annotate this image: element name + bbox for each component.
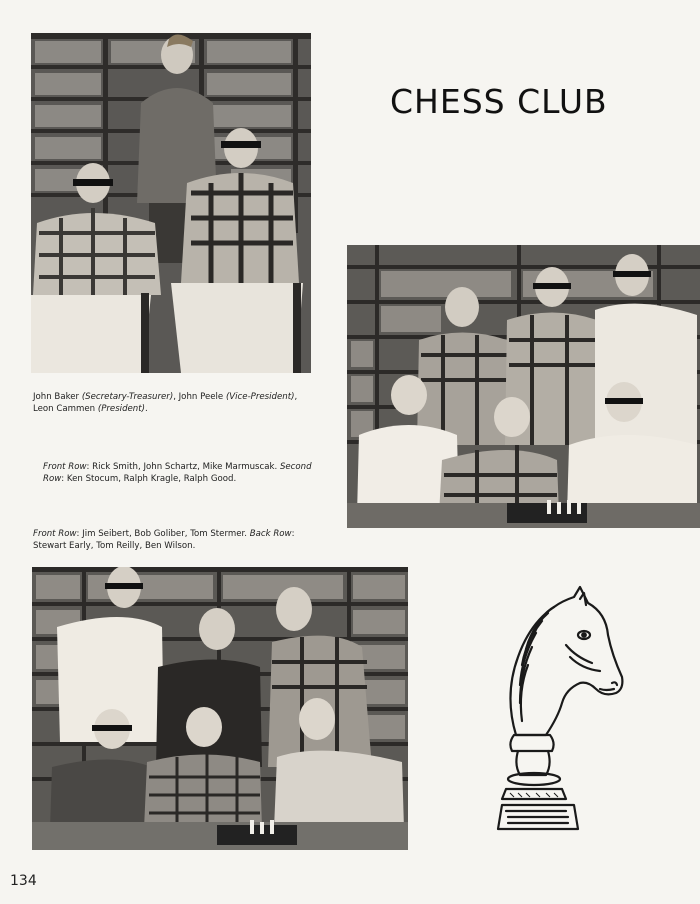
caption-role: (President) [97, 404, 145, 414]
caption-name: , John Peele [173, 392, 226, 402]
caption-punct: . [144, 404, 148, 414]
row-names: : Ken Stocum, Ralph Kragle, Ralph Good. [61, 474, 237, 484]
group3-photo [32, 567, 408, 850]
row-label: Back Row [249, 529, 292, 539]
page-number: 134 [10, 873, 37, 889]
caption-name: , Leon Cammen [33, 392, 298, 414]
caption-name: John Baker [33, 392, 82, 402]
row-label: Second Row [43, 462, 312, 484]
chess-knight-icon [496, 585, 630, 835]
group2-photo [347, 245, 700, 528]
caption-role: (Secretary-Treasurer) [81, 392, 174, 402]
group3-caption [33, 528, 323, 552]
group2-caption [43, 461, 333, 485]
row-names: : Stewart Early, Tom Reilly, Ben Wilson. [33, 529, 295, 551]
caption-role: (Vice-President) [225, 392, 295, 402]
row-names: : Rick Smith, John Schartz, Mike Marmuscak. [86, 462, 280, 472]
page-title: CHESS CLUB [390, 82, 608, 121]
row-label: Front Row [33, 529, 77, 539]
officers-photo [31, 33, 311, 373]
row-label: Front Row [43, 462, 87, 472]
row-names: : Jim Seibert, Bob Goliber, Tom Stermer. [76, 529, 250, 539]
officers-caption [33, 391, 318, 415]
